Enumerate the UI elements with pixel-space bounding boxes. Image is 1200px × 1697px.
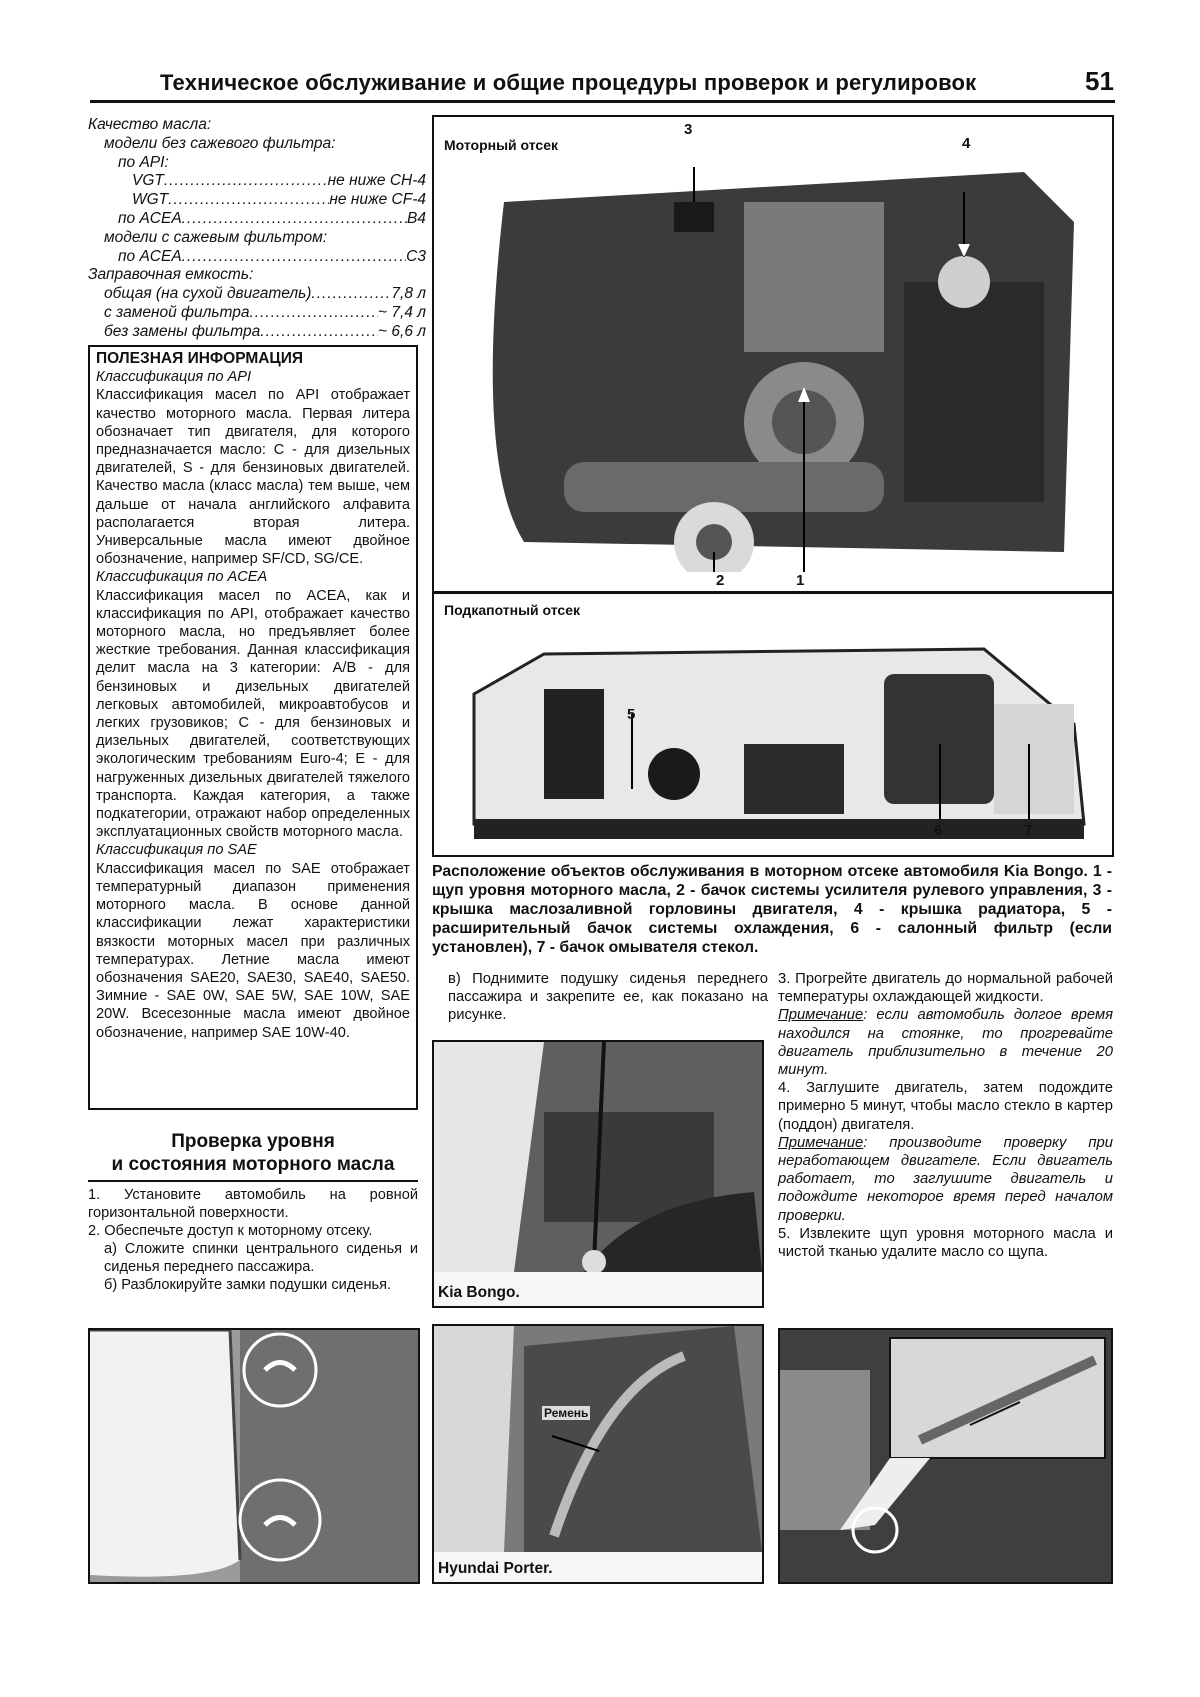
spec-acea2: по ACEA ..... C3 [88, 248, 426, 267]
steps-right [778, 970, 1113, 1261]
info-api-text: Классификация масел по API отображает качество моторного масла. Первая литера обозначает тип двигателя, для которого предназначается масло: С - для дизельных двигателей, S - для бензиновых двигателей. Качество масла (класс масла) тем выше, чем дальше от начала английского алфавита располагается вторая литера. Универсальные масла имеют двойное обозначение, например SF/CD, SG/CE. [96, 387, 410, 568]
section-rule [88, 1180, 418, 1182]
step-3: 3. Прогрейте двигатель до нормальной рабочей температуры охлаждающей жидкости. [778, 971, 1113, 1006]
spec-with-filter: с заменой фильтра ..... ~ 7,4 л [88, 304, 426, 323]
step-5: 5. Извлеките щуп уровня моторного масла и чистой тканью удалите масло со щупа. [778, 1225, 1113, 1261]
hyundai-porter-caption: Hyundai Porter. [438, 1560, 553, 1577]
callout-4: 4 [962, 135, 971, 152]
figure-engine-compartment [432, 115, 1114, 593]
figure-caption: Расположение объектов обслуживания в моторном отсеке автомобиля Kia Bongo. 1 - щуп уровня моторного масла, 2 - бачок системы усилителя рулевого управления, 3 - крышка маслозаливной горловины двигателя, 4 - крышка радиатора, 5 - расширительный бачок системы охлаждения, 6 - салонный фильтр (если установлен), 7 - бачок омывателя стекол. [432, 863, 1112, 956]
step-1: 1. Установите автомобиль на ровной горизонтальной поверхности. [88, 1187, 418, 1221]
info-sae-title: Классификация по SAE [96, 842, 257, 859]
info-acea-text: Классификация масел по ACEA, как и классификация по API, отображает качество моторного масла, но предъявляет более жесткие требования. Данная классификация делит масла на 3 категории: A/B - для бензиновых и дизельных двигателей легковых автомобилей, микроавтобусов и легких грузовиков; C - для бензиновых и дизельных двигателей, соответствующих экологическим требованиям Euro-4; E - для нагруженных дизельных двигателей тяжелого транспорта. Каждая категория, а также подкатегории, отражают набор определенных эксплуатационных свойств моторного масла. [96, 587, 410, 841]
page-number: 51 [1085, 66, 1114, 96]
kia-bongo-photo-illustration [434, 1042, 762, 1272]
belt-label: Ремень [544, 1406, 589, 1420]
photo-dipstick [778, 1328, 1113, 1584]
photo-hyundai-porter [432, 1324, 764, 1584]
under-hood-label: Подкапотный отсек [444, 602, 580, 618]
under-hood-illustration [464, 634, 1094, 849]
spec-acea1: по ACEA ..... B4 [88, 210, 426, 229]
spec-wgt: WGT ..... не ниже CF-4 [88, 191, 426, 210]
spec-with-soot: модели с сажевым фильтром: [104, 228, 328, 246]
info-api-title: Классификация по API [96, 369, 252, 386]
note-1: Примечание: если автомобиль долгое время находился на стоянке, то прогревайте двигатель приблизительно в течение 20 минут. [778, 1007, 1113, 1079]
seat-photo-illustration [90, 1330, 418, 1582]
spec-total: общая (на сухой двигатель) ..... 7,8 л [88, 285, 426, 304]
useful-info-box [88, 345, 418, 1110]
kia-bongo-caption: Kia Bongo. [438, 1284, 520, 1301]
section-heading: Проверка уровня и состояния моторного масла [111, 1131, 395, 1175]
step-2a: а) Сложите спинки центрального сиденья и сиденья переднего пассажира. [104, 1241, 418, 1275]
dipstick-photo-illustration [780, 1330, 1111, 1582]
spec-vgt: VGT ..... не ниже CH-4 [88, 172, 426, 191]
callout-6: 6 [934, 822, 943, 839]
spec-without-filter: без замены фильтра ..... ~ 6,6 л [88, 323, 426, 342]
photo-kia-bongo [432, 1040, 764, 1308]
note-2: Примечание: производите проверку при неработающем двигателе. Если двигатель работает, то заглушите двигатель и подождите некоторое время перед началом проверки. [778, 1134, 1113, 1224]
callout-3: 3 [684, 121, 693, 138]
spec-no-soot: модели без сажевого фильтра: [104, 134, 336, 152]
engine-illustration [464, 162, 1084, 572]
callout-1: 1 [796, 572, 805, 589]
photo-seat-cushion [88, 1328, 420, 1584]
steps-left [88, 1186, 418, 1294]
hyundai-porter-photo-illustration [434, 1326, 762, 1552]
oil-specs [88, 116, 426, 342]
spec-quality-label: Качество масла: [88, 116, 212, 133]
info-heading: ПОЛЕЗНАЯ ИНФОРМАЦИЯ [96, 350, 304, 367]
info-acea-title: Классификация по ACEA [96, 569, 268, 586]
callout-7: 7 [1024, 822, 1033, 839]
step-4: 4. Заглушите двигатель, затем подождите примерно 5 минут, чтобы масло стекло в картер (поддон) двигателя. [778, 1080, 1113, 1133]
spec-capacity-label: Заправочная емкость: [88, 266, 254, 284]
callout-2: 2 [716, 572, 725, 589]
info-sae-text: Классификация масел по SAE отображает температурный диапазон применения моторного масла. В основе данной классификации лежат характеристики вязкости моторных масел при различных температурах. Летние масла имеют обозначения SAE20, SAE30, SAE40, SAE50. Зимние - SAE 0W, SAE 5W, SAE 10W, SAE 20W. Всесезонные масла имеют двойное обозначение, например SAE 10W-40. [96, 860, 410, 1041]
figure-under-hood [432, 592, 1114, 857]
step-2b: б) Разблокируйте замки подушки сиденья. [104, 1277, 392, 1293]
spec-by-api: по API: [118, 153, 169, 171]
callout-5: 5 [627, 706, 636, 723]
step-v-text: в) Поднимите подушку сиденья переднего пассажира и закрепите ее, как показано на рисунке. [448, 971, 768, 1023]
header-rule [90, 100, 1115, 103]
engine-compartment-label: Моторный отсек [444, 137, 559, 153]
step-2: 2. Обеспечьте доступ к моторному отсеку. [88, 1223, 373, 1239]
page-header-title: Техническое обслуживание и общие процедуры проверок и регулировок [160, 70, 977, 95]
